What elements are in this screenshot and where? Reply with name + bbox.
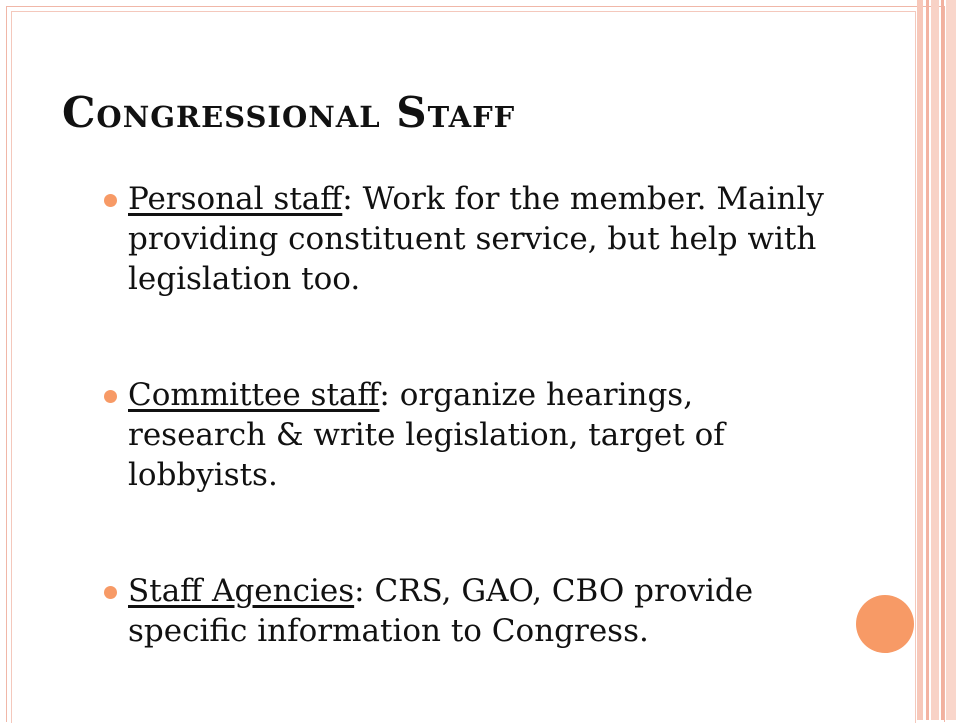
bullet-dot-icon <box>104 586 117 599</box>
bullet-description: Work for the member. Mainly providing constituent service, but help with legislation too. <box>128 181 824 297</box>
bullet-text <box>128 179 828 299</box>
bullet-dot-icon <box>104 194 117 207</box>
decorative-stripe <box>946 0 956 720</box>
bullet-separator: : <box>342 181 363 217</box>
bullet-separator: : <box>354 573 375 609</box>
bullet-dot-icon <box>104 390 117 403</box>
bullet-term: Staff Agencies <box>128 573 355 609</box>
bullet-text <box>128 571 828 651</box>
bullet-description: CRS, GAO, CBO provide specific information to Congress. <box>128 573 754 649</box>
bullet-description: organize hearings, research & write legislation, target of lobbyists. <box>128 377 725 493</box>
bullet-text <box>128 375 828 495</box>
decorative-stripe <box>917 0 923 720</box>
slide-title: Congressional Staff <box>62 88 516 137</box>
bullet-term: Personal staff <box>128 181 343 217</box>
bullet-term: Committee staff <box>128 377 380 413</box>
bullet-separator: : <box>379 377 400 413</box>
decorative-circle <box>856 595 914 653</box>
decorative-stripe <box>931 0 939 720</box>
decorative-stripe <box>926 0 929 720</box>
decorative-stripe <box>941 0 944 720</box>
